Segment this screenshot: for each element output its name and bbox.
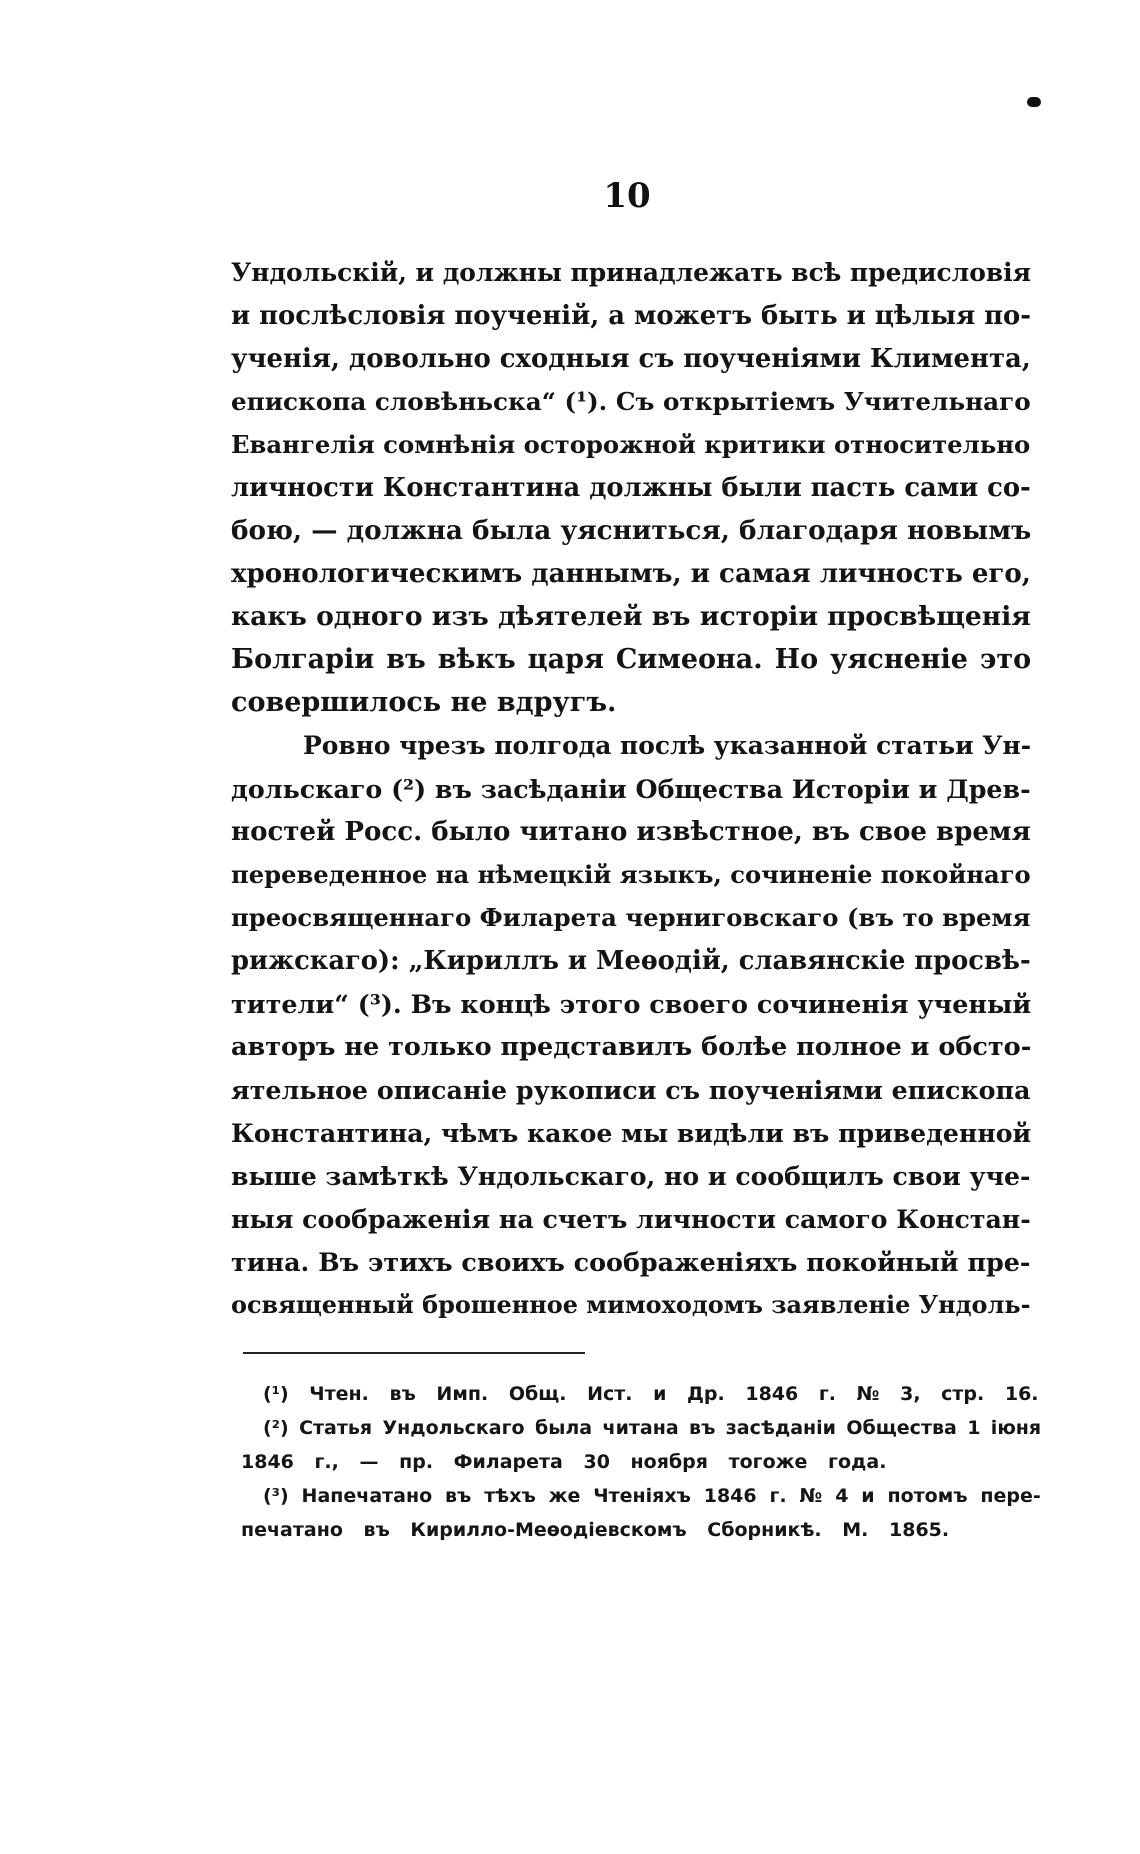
text-line: переведенное на нѣмецкій языкъ, сочиненіе покойнаго — [231, 860, 1031, 889]
text-line: епископа словѣньска“ (¹). Съ открытіемъ Учительнаго — [231, 387, 1031, 416]
text-line: личности Константина должны были пасть сами со- — [231, 473, 1031, 503]
footnote-line: (³) Напечатано въ тѣхъ же Чтеніяхъ 1846 г. № 4 и потомъ пере- — [263, 1485, 1041, 1507]
text-line: освященный брошенное мимоходомъ заявленіе Ундоль- — [231, 1291, 1031, 1319]
text-line: дольскаго (²) въ засѣданіи Общества Исторіи и Древ- — [231, 774, 1031, 804]
ink-mark — [1027, 97, 1041, 107]
footnote-line: 1846 г., — пр. Филарета 30 ноября тогоже года. — [241, 1451, 887, 1473]
text-line: тители“ (³). Въ концѣ этого своего сочиненія ученый — [231, 989, 1032, 1019]
text-line: Ундольскій, и должны принадлежать всѣ предисловія — [231, 258, 1031, 287]
text-line: выше замѣткѣ Ундольскаго, но и сообщилъ свои уче- — [231, 1161, 1031, 1191]
text-line: и послѣсловія поученій, а можетъ быть и цѣлыя по- — [231, 301, 1032, 331]
text-line: Константина, чѣмъ какое мы видѣли въ приведенной — [231, 1118, 1032, 1148]
text-line: ученія, довольно сходныя съ поученіями Климента, — [231, 344, 1031, 374]
text-line: ностей Росс. было читано извѣстное, въ свое время — [231, 817, 1031, 847]
text-line: ныя соображенія на счетъ личности самого Констан- — [231, 1204, 1031, 1234]
text-line: тина. Въ этихъ своихъ соображеніяхъ покойный пре- — [231, 1247, 1031, 1277]
text-line: Ровно чрезъ полгода послѣ указанной статьи Ун- — [303, 731, 1032, 760]
text-line: совершилось не вдругъ. — [231, 687, 617, 718]
text-line: бою, — должна была уясниться, благодаря новымъ — [231, 515, 1032, 546]
text-line: рижскаго): „Кириллъ и Меѳодій, славянскіе просвѣ- — [231, 946, 1031, 976]
text-line: Болгаріи въ вѣкъ царя Симеона. Но уясненіе это — [231, 644, 1032, 675]
text-line: хронологическимъ даннымъ, и самая личность его, — [231, 559, 1031, 589]
footnote-line: (²) Статья Ундольскаго была читана въ засѣданіи Общества 1 іюня — [263, 1417, 1042, 1439]
text-line: авторъ не только представилъ болѣе полное и обсто- — [231, 1032, 1032, 1062]
text-line: ятельное описаніе рукописи съ поученіями епископа — [231, 1075, 1031, 1105]
footnote-divider — [243, 1352, 585, 1354]
text-line: Евангелія сомнѣнія осторожной критики относительно — [231, 430, 1031, 459]
text-line: преосвященнаго Филарета черниговскаго (въ то время — [231, 903, 1031, 932]
footnote-line: (¹) Чтен. въ Имп. Общ. Ист. и Др. 1846 г. № 3, стр. 16. — [263, 1383, 1039, 1405]
footnote-line: печатано въ Кирилло-Меѳодіевскомъ Сборникѣ. М. 1865. — [241, 1519, 950, 1541]
text-line: какъ одного изъ дѣятелей въ исторіи просвѣщенія — [231, 601, 1031, 632]
page-number: 10 — [603, 176, 651, 216]
